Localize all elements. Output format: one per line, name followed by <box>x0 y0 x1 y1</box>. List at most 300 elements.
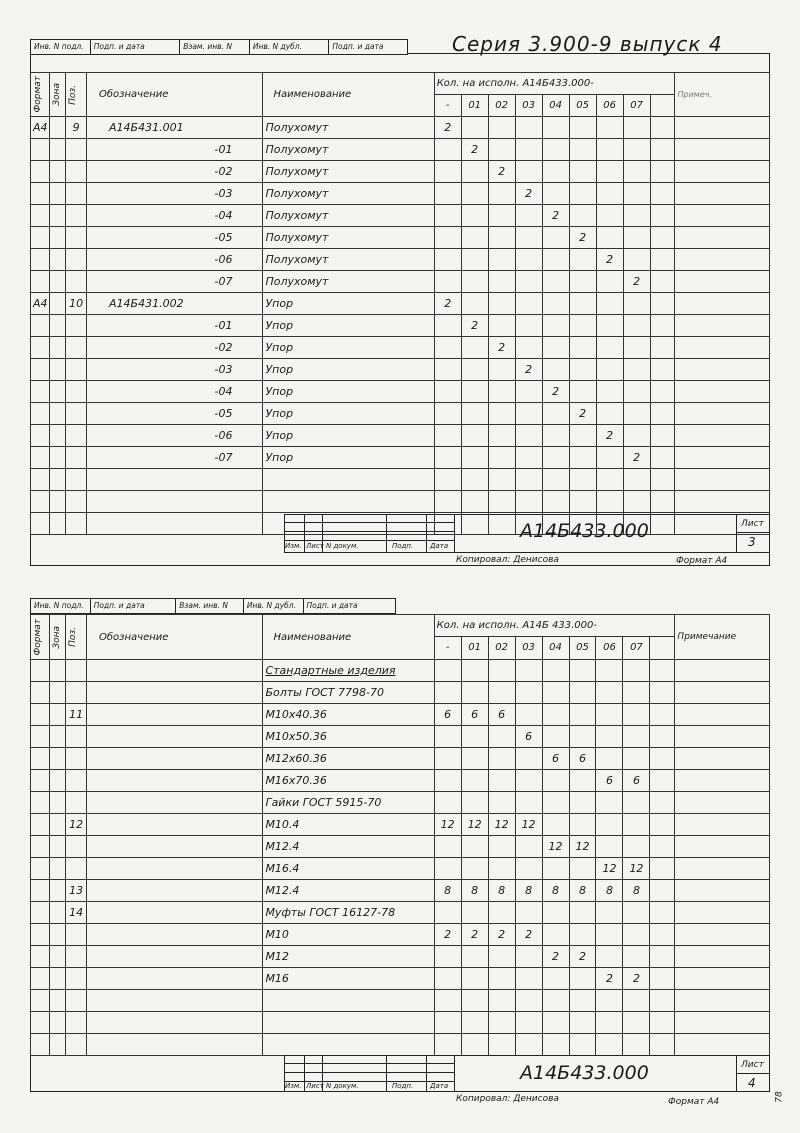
cell-qty: 2 <box>515 359 542 381</box>
cell-qty <box>596 117 623 139</box>
cell-qty <box>434 748 461 770</box>
cell-qty <box>461 660 488 682</box>
cell-qty <box>569 161 596 183</box>
cell-qty: 2 <box>623 271 650 293</box>
cell-qty <box>515 205 542 227</box>
cell-qty <box>569 1012 596 1034</box>
cell-qty-blank <box>650 1012 675 1034</box>
cell-qty <box>461 249 488 271</box>
cell-qty-blank <box>650 403 675 425</box>
cell-pos: 14 <box>66 902 87 924</box>
variant-header: 02 <box>488 95 515 117</box>
cell-qty <box>515 704 542 726</box>
cell-qty-blank <box>650 227 675 249</box>
cell-qty <box>623 183 650 205</box>
cell-qty <box>569 359 596 381</box>
cell-qty: 2 <box>569 227 596 249</box>
cell-designation: -01 <box>87 139 263 161</box>
cell-format <box>31 704 50 726</box>
cell-note <box>675 161 770 183</box>
cell-note <box>675 726 770 748</box>
cell-note <box>675 315 770 337</box>
cell-qty <box>542 403 569 425</box>
cell-note <box>675 425 770 447</box>
cell-designation <box>87 924 263 946</box>
cell-qty <box>569 682 596 704</box>
cell-name: Полухомут <box>263 117 434 139</box>
table-row <box>31 924 770 946</box>
cell-qty <box>596 337 623 359</box>
cell-qty <box>542 447 569 469</box>
stamp-sign-date-2: Подп. и дата <box>306 601 358 610</box>
table-row <box>31 792 770 814</box>
cell-qty <box>623 381 650 403</box>
cell-zone <box>49 139 66 161</box>
cell-zone <box>49 513 66 535</box>
cell-qty-blank <box>650 315 675 337</box>
cell-designation: -03 <box>87 183 263 205</box>
cell-qty <box>434 660 461 682</box>
cell-name: Упор <box>263 425 434 447</box>
cell-qty-blank <box>650 359 675 381</box>
cell-qty: 2 <box>434 924 461 946</box>
cell-qty <box>569 704 596 726</box>
cell-pos <box>66 660 87 682</box>
table-row <box>31 836 770 858</box>
cell-format <box>31 425 50 447</box>
cell-qty <box>488 792 515 814</box>
cell-qty <box>596 381 623 403</box>
cell-qty <box>569 726 596 748</box>
variant-header: 01 <box>461 636 488 659</box>
cell-qty <box>434 139 461 161</box>
cell-qty <box>542 293 569 315</box>
table-row <box>31 726 770 748</box>
cell-qty <box>461 425 488 447</box>
cell-qty <box>461 990 488 1012</box>
cell-qty: 2 <box>461 924 488 946</box>
table-row <box>31 293 770 315</box>
cell-designation: А14Б431.001 <box>87 117 263 139</box>
cell-qty: 2 <box>515 183 542 205</box>
tb-label: Изм. <box>285 1082 302 1090</box>
cell-zone <box>49 924 66 946</box>
cell-qty <box>434 337 461 359</box>
cell-name <box>263 990 434 1012</box>
cell-qty <box>569 315 596 337</box>
table-row <box>31 946 770 968</box>
cell-qty <box>623 1034 650 1056</box>
cell-qty <box>434 1034 461 1056</box>
cell-format <box>31 359 50 381</box>
cell-zone <box>49 880 66 902</box>
cell-qty: 2 <box>434 117 461 139</box>
cell-qty: 8 <box>488 880 515 902</box>
cell-format <box>31 183 50 205</box>
cell-format <box>31 924 50 946</box>
cell-qty <box>596 946 623 968</box>
cell-qty: 8 <box>461 880 488 902</box>
cell-qty <box>515 161 542 183</box>
cell-qty-blank <box>650 139 675 161</box>
cell-qty <box>515 858 542 880</box>
cell-qty <box>488 682 515 704</box>
cell-pos: 10 <box>66 293 87 315</box>
cell-zone <box>49 814 66 836</box>
cell-qty <box>596 682 623 704</box>
cell-qty <box>515 1012 542 1034</box>
cell-designation <box>87 704 263 726</box>
cell-qty <box>623 293 650 315</box>
cell-qty: 2 <box>623 447 650 469</box>
cell-qty <box>461 381 488 403</box>
cell-qty-blank <box>650 271 675 293</box>
col-format: Формат <box>33 618 43 656</box>
cell-note <box>675 117 770 139</box>
cell-qty <box>569 293 596 315</box>
sheet-1-sheet-number: 3 <box>748 535 756 549</box>
table-row <box>31 227 770 249</box>
cell-name <box>263 1034 434 1056</box>
cell-qty <box>542 117 569 139</box>
cell-designation <box>87 491 263 513</box>
stamp-inv-dup: Инв. N дубл. <box>244 599 304 613</box>
sheet-2-doc-number: А14Б433.000 <box>520 1062 649 1084</box>
cell-zone <box>49 293 66 315</box>
cell-pos <box>66 381 87 403</box>
cell-qty-blank <box>650 337 675 359</box>
table-row <box>31 315 770 337</box>
cell-qty: 6 <box>515 726 542 748</box>
cell-qty: 2 <box>569 946 596 968</box>
sheet-2-copied-by: Копировал: Денисова <box>456 1094 559 1104</box>
cell-qty: 12 <box>515 814 542 836</box>
col-note: Примечание <box>675 615 770 660</box>
cell-qty <box>542 858 569 880</box>
stamp-sign-date: Подп. и дата <box>91 599 177 613</box>
cell-name: М10.4 <box>263 814 434 836</box>
cell-name: Полухомут <box>263 139 434 161</box>
variant-header: 07 <box>623 636 650 659</box>
cell-qty <box>515 836 542 858</box>
cell-pos <box>66 469 87 491</box>
cell-note <box>675 968 770 990</box>
cell-name <box>263 469 434 491</box>
cell-format <box>31 682 50 704</box>
cell-qty: 2 <box>434 293 461 315</box>
cell-qty <box>542 425 569 447</box>
cell-qty <box>596 315 623 337</box>
cell-name: Стандартные изделия <box>263 660 434 682</box>
cell-pos <box>66 337 87 359</box>
sheet-2-revision-grid <box>284 1055 454 1092</box>
cell-qty <box>434 315 461 337</box>
cell-designation: -01 <box>87 315 263 337</box>
cell-qty <box>461 726 488 748</box>
cell-qty <box>569 205 596 227</box>
cell-qty <box>488 315 515 337</box>
cell-qty: 8 <box>515 880 542 902</box>
cell-format: А4 <box>31 293 50 315</box>
cell-note <box>675 337 770 359</box>
cell-qty <box>569 139 596 161</box>
cell-qty <box>596 990 623 1012</box>
cell-qty <box>542 968 569 990</box>
cell-name: М12.4 <box>263 836 434 858</box>
cell-qty <box>434 946 461 968</box>
table-row <box>31 660 770 682</box>
cell-zone <box>49 491 66 513</box>
cell-qty <box>488 117 515 139</box>
cell-name: Упор <box>263 337 434 359</box>
cell-name: Полухомут <box>263 205 434 227</box>
table-row <box>31 1034 770 1056</box>
cell-qty <box>515 293 542 315</box>
cell-note <box>675 293 770 315</box>
variant-header-blank <box>650 95 675 117</box>
cell-qty <box>596 491 623 513</box>
cell-zone <box>49 902 66 924</box>
cell-qty <box>488 902 515 924</box>
cell-qty <box>515 249 542 271</box>
cell-note <box>675 902 770 924</box>
cell-format <box>31 469 50 491</box>
cell-name: Упор <box>263 447 434 469</box>
cell-format <box>31 814 50 836</box>
stamp-sign-date: Подп. и дата <box>91 40 181 54</box>
cell-qty-blank <box>650 1034 675 1056</box>
variant-header: 05 <box>569 95 596 117</box>
cell-qty-blank <box>650 990 675 1012</box>
col-name: Наименование <box>263 615 434 660</box>
cell-note <box>675 748 770 770</box>
cell-pos <box>66 792 87 814</box>
cell-name: М16х70.36 <box>263 770 434 792</box>
cell-qty <box>434 469 461 491</box>
cell-qty <box>569 814 596 836</box>
cell-format <box>31 337 50 359</box>
cell-pos <box>66 726 87 748</box>
cell-zone <box>49 990 66 1012</box>
cell-qty <box>461 271 488 293</box>
cell-qty: 2 <box>542 946 569 968</box>
cell-name: Полухомут <box>263 249 434 271</box>
cell-qty <box>569 902 596 924</box>
cell-pos <box>66 183 87 205</box>
cell-qty <box>488 946 515 968</box>
cell-qty: 6 <box>596 770 623 792</box>
cell-qty <box>461 858 488 880</box>
cell-qty <box>623 748 650 770</box>
cell-qty: 6 <box>461 704 488 726</box>
col-pos: Поз. <box>68 627 79 647</box>
cell-designation <box>87 792 263 814</box>
table-row <box>31 139 770 161</box>
cell-qty <box>623 161 650 183</box>
cell-qty <box>569 924 596 946</box>
cell-qty <box>596 902 623 924</box>
cell-qty <box>569 425 596 447</box>
cell-zone <box>49 249 66 271</box>
cell-qty-blank <box>650 902 675 924</box>
cell-designation <box>87 902 263 924</box>
col-zone: Зона <box>51 625 62 649</box>
cell-note <box>675 469 770 491</box>
cell-note <box>675 491 770 513</box>
cell-qty: 2 <box>596 425 623 447</box>
cell-name: М16 <box>263 968 434 990</box>
table-row <box>31 491 770 513</box>
cell-qty-blank <box>650 249 675 271</box>
cell-qty <box>488 469 515 491</box>
table-row <box>31 858 770 880</box>
cell-qty <box>569 660 596 682</box>
cell-qty <box>488 660 515 682</box>
cell-qty <box>542 359 569 381</box>
cell-note <box>675 682 770 704</box>
cell-pos <box>66 161 87 183</box>
table-row <box>31 205 770 227</box>
cell-qty <box>596 183 623 205</box>
tb-label: Подп. <box>392 1082 414 1090</box>
cell-pos: 13 <box>66 880 87 902</box>
cell-qty <box>434 792 461 814</box>
cell-note <box>675 990 770 1012</box>
cell-name: Упор <box>263 315 434 337</box>
cell-qty-blank <box>650 968 675 990</box>
cell-qty <box>461 183 488 205</box>
cell-qty: 2 <box>488 337 515 359</box>
cell-qty <box>542 315 569 337</box>
table-row <box>31 271 770 293</box>
tb-label: Лист <box>306 1082 324 1090</box>
table-row <box>31 704 770 726</box>
cell-pos <box>66 359 87 381</box>
cell-qty <box>461 902 488 924</box>
cell-designation: -04 <box>87 205 263 227</box>
variant-header: 03 <box>515 95 542 117</box>
cell-zone <box>49 968 66 990</box>
cell-zone <box>49 359 66 381</box>
cell-designation <box>87 1012 263 1034</box>
cell-qty <box>542 682 569 704</box>
cell-qty <box>623 469 650 491</box>
table-row <box>31 682 770 704</box>
cell-qty <box>461 1012 488 1034</box>
tb-label: N докум. <box>326 1082 359 1090</box>
cell-format <box>31 161 50 183</box>
cell-qty <box>488 381 515 403</box>
cell-qty <box>596 1012 623 1034</box>
cell-pos <box>66 858 87 880</box>
variant-header: 05 <box>569 636 596 659</box>
cell-qty <box>515 660 542 682</box>
cell-name: Гайки ГОСТ 5915-70 <box>263 792 434 814</box>
cell-pos <box>66 748 87 770</box>
sheet-1-format: Формат А4 <box>676 556 728 566</box>
tb-label: N докум. <box>326 542 359 550</box>
cell-note <box>675 660 770 682</box>
cell-note <box>675 836 770 858</box>
cell-qty <box>434 271 461 293</box>
col-zone: Зона <box>51 83 62 106</box>
cell-qty <box>488 447 515 469</box>
cell-qty <box>461 682 488 704</box>
cell-qty <box>434 249 461 271</box>
cell-qty <box>434 836 461 858</box>
col-note: Примеч. <box>675 73 770 117</box>
col-designation: Обозначение <box>87 615 263 660</box>
cell-qty: 12 <box>542 836 569 858</box>
cell-qty <box>596 205 623 227</box>
cell-note <box>675 946 770 968</box>
table-row <box>31 403 770 425</box>
cell-qty <box>542 227 569 249</box>
variant-header: 06 <box>596 636 623 659</box>
cell-qty <box>515 990 542 1012</box>
cell-qty <box>515 946 542 968</box>
cell-zone <box>49 660 66 682</box>
cell-qty <box>623 491 650 513</box>
cell-qty <box>461 469 488 491</box>
cell-qty <box>488 858 515 880</box>
variant-header: 07 <box>623 95 650 117</box>
cell-format <box>31 748 50 770</box>
cell-pos <box>66 227 87 249</box>
cell-format <box>31 660 50 682</box>
cell-qty <box>434 183 461 205</box>
cell-designation: -07 <box>87 447 263 469</box>
cell-note <box>675 1034 770 1056</box>
cell-format <box>31 968 50 990</box>
cell-qty <box>542 1012 569 1034</box>
cell-qty <box>596 748 623 770</box>
cell-format <box>31 271 50 293</box>
cell-format <box>31 513 50 535</box>
cell-qty-blank <box>650 117 675 139</box>
cell-pos: 11 <box>66 704 87 726</box>
cell-qty-blank <box>650 161 675 183</box>
table-row <box>31 968 770 990</box>
tb-label: Лист <box>306 542 324 550</box>
col-name: Наименование <box>263 73 434 117</box>
sheet-1-stamp-bar <box>30 39 408 55</box>
cell-designation <box>87 814 263 836</box>
cell-zone <box>49 1034 66 1056</box>
cell-qty <box>434 447 461 469</box>
table-row <box>31 337 770 359</box>
cell-name: Полухомут <box>263 271 434 293</box>
cell-designation <box>87 990 263 1012</box>
cell-pos: 9 <box>66 117 87 139</box>
table-row <box>31 748 770 770</box>
cell-qty <box>623 117 650 139</box>
cell-qty <box>515 139 542 161</box>
cell-zone <box>49 381 66 403</box>
cell-format <box>31 990 50 1012</box>
cell-qty-blank <box>650 293 675 315</box>
cell-qty <box>623 425 650 447</box>
cell-format <box>31 403 50 425</box>
cell-qty <box>569 337 596 359</box>
table-row <box>31 359 770 381</box>
cell-zone <box>49 117 66 139</box>
cell-note <box>675 359 770 381</box>
cell-designation: -06 <box>87 425 263 447</box>
cell-designation <box>87 660 263 682</box>
cell-qty <box>515 315 542 337</box>
cell-qty <box>623 726 650 748</box>
